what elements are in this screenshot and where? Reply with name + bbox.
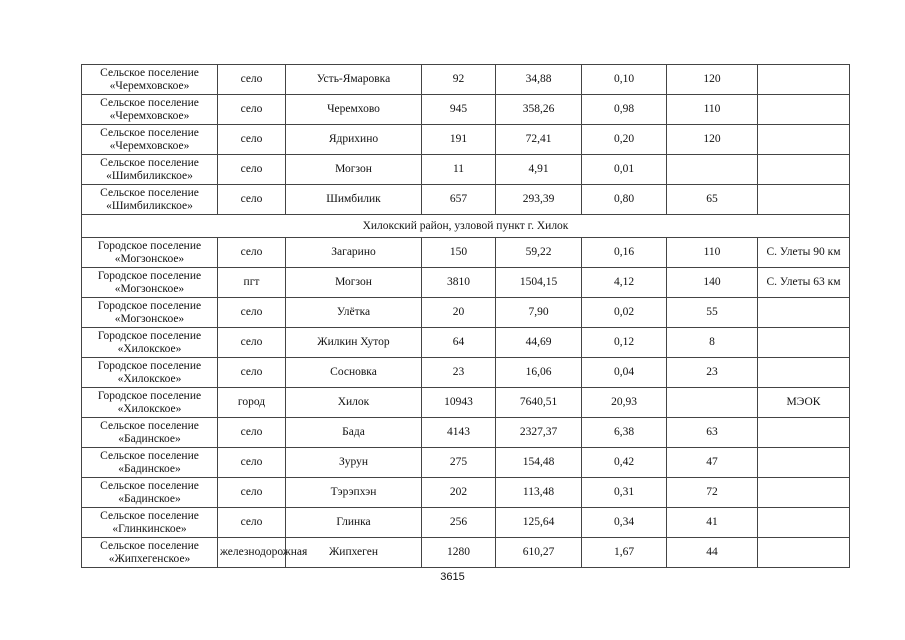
population-cell: 191 <box>422 125 496 155</box>
value1-cell: 125,64 <box>496 508 582 538</box>
value3-cell <box>667 388 758 418</box>
value1-cell: 72,41 <box>496 125 582 155</box>
name-cell: Зурун <box>286 448 422 478</box>
table-row <box>82 328 850 358</box>
note-cell <box>758 448 850 478</box>
note-cell: С. Улеты 90 км <box>758 238 850 268</box>
value1-cell: 34,88 <box>496 65 582 95</box>
name-cell: Загарино <box>286 238 422 268</box>
value3-cell: 55 <box>667 298 758 328</box>
settlement-cell: Сельское поселение «Жипхегенское» <box>82 538 218 568</box>
note-cell <box>758 298 850 328</box>
value1-cell: 7640,51 <box>496 388 582 418</box>
value2-cell: 0,04 <box>582 358 667 388</box>
note-cell <box>758 125 850 155</box>
note-cell <box>758 538 850 568</box>
value1-cell: 16,06 <box>496 358 582 388</box>
settlement-cell: Сельское поселение «Бадинское» <box>82 418 218 448</box>
value2-cell: 20,93 <box>582 388 667 418</box>
type-cell: село <box>218 358 286 388</box>
table-row <box>82 238 850 268</box>
population-cell: 945 <box>422 95 496 125</box>
table-row <box>82 448 850 478</box>
value1-cell: 1504,15 <box>496 268 582 298</box>
table-row <box>82 478 850 508</box>
name-cell: Черемхово <box>286 95 422 125</box>
value2-cell: 6,38 <box>582 418 667 448</box>
population-cell: 23 <box>422 358 496 388</box>
table-row <box>82 185 850 215</box>
population-cell: 202 <box>422 478 496 508</box>
type-cell: село <box>218 155 286 185</box>
value3-cell: 23 <box>667 358 758 388</box>
value3-cell: 120 <box>667 65 758 95</box>
population-cell: 1280 <box>422 538 496 568</box>
value1-cell: 154,48 <box>496 448 582 478</box>
value3-cell: 63 <box>667 418 758 448</box>
value2-cell: 0,02 <box>582 298 667 328</box>
settlement-cell: Сельское поселение «Черемховское» <box>82 95 218 125</box>
value2-cell: 0,12 <box>582 328 667 358</box>
population-cell: 4143 <box>422 418 496 448</box>
name-cell: Могзон <box>286 268 422 298</box>
settlement-cell: Сельское поселение «Шимбиликское» <box>82 155 218 185</box>
settlement-cell: Сельское поселение «Черемховское» <box>82 65 218 95</box>
table-row <box>82 65 850 95</box>
value3-cell: 47 <box>667 448 758 478</box>
settlement-cell: Сельское поселение «Черемховское» <box>82 125 218 155</box>
type-cell: село <box>218 298 286 328</box>
section-title: Хилокский район, узловой пункт г. Хилок <box>82 215 850 238</box>
value3-cell <box>667 155 758 185</box>
type-cell: пгт <box>218 268 286 298</box>
note-cell: МЭОК <box>758 388 850 418</box>
note-cell <box>758 508 850 538</box>
note-cell <box>758 155 850 185</box>
value2-cell: 0,98 <box>582 95 667 125</box>
section-row <box>82 215 850 238</box>
name-cell: Усть-Ямаровка <box>286 65 422 95</box>
value3-cell: 8 <box>667 328 758 358</box>
name-cell: Тэрэпхэн <box>286 478 422 508</box>
population-cell: 20 <box>422 298 496 328</box>
settlement-cell: Сельское поселение «Шимбиликское» <box>82 185 218 215</box>
type-cell: село <box>218 185 286 215</box>
settlement-cell: Городское поселение «Хилокское» <box>82 388 218 418</box>
value3-cell: 110 <box>667 238 758 268</box>
type-cell: село <box>218 95 286 125</box>
table-row <box>82 388 850 418</box>
name-cell: Могзон <box>286 155 422 185</box>
note-cell <box>758 418 850 448</box>
settlement-cell: Городское поселение «Могзонское» <box>82 268 218 298</box>
population-cell: 256 <box>422 508 496 538</box>
name-cell: Бада <box>286 418 422 448</box>
population-cell: 64 <box>422 328 496 358</box>
note-cell: С. Улеты 63 км <box>758 268 850 298</box>
name-cell: Жипхеген <box>286 538 422 568</box>
settlement-cell: Сельское поселение «Бадинское» <box>82 478 218 508</box>
population-cell: 11 <box>422 155 496 185</box>
value3-cell: 120 <box>667 125 758 155</box>
value1-cell: 113,48 <box>496 478 582 508</box>
settlements-table <box>81 64 850 568</box>
type-cell: село <box>218 478 286 508</box>
table-row <box>82 268 850 298</box>
name-cell: Глинка <box>286 508 422 538</box>
value3-cell: 140 <box>667 268 758 298</box>
type-cell: село <box>218 65 286 95</box>
name-cell: Жилкин Хутор <box>286 328 422 358</box>
settlement-cell: Городское поселение «Могзонское» <box>82 298 218 328</box>
name-cell: Шимбилик <box>286 185 422 215</box>
value2-cell: 0,10 <box>582 65 667 95</box>
table-body <box>82 65 850 568</box>
table-row <box>82 508 850 538</box>
population-cell: 3810 <box>422 268 496 298</box>
page-number: 3615 <box>440 571 465 583</box>
note-cell <box>758 95 850 125</box>
value2-cell: 4,12 <box>582 268 667 298</box>
value3-cell: 110 <box>667 95 758 125</box>
settlement-cell: Городское поселение «Хилокское» <box>82 328 218 358</box>
value1-cell: 610,27 <box>496 538 582 568</box>
table-row <box>82 95 850 125</box>
type-cell: село <box>218 125 286 155</box>
table-row <box>82 418 850 448</box>
type-cell: село <box>218 508 286 538</box>
value2-cell: 0,16 <box>582 238 667 268</box>
note-cell <box>758 478 850 508</box>
population-cell: 10943 <box>422 388 496 418</box>
value1-cell: 293,39 <box>496 185 582 215</box>
value2-cell: 0,80 <box>582 185 667 215</box>
type-cell: село <box>218 418 286 448</box>
table-row <box>82 538 850 568</box>
value2-cell: 0,34 <box>582 508 667 538</box>
value2-cell: 0,31 <box>582 478 667 508</box>
type-cell: село <box>218 328 286 358</box>
population-cell: 657 <box>422 185 496 215</box>
note-cell <box>758 358 850 388</box>
note-cell <box>758 185 850 215</box>
type-cell: село <box>218 448 286 478</box>
type-cell: село <box>218 238 286 268</box>
settlement-cell: Сельское поселение «Бадинское» <box>82 448 218 478</box>
type-cell: железнодорожная <box>218 538 286 568</box>
value2-cell: 1,67 <box>582 538 667 568</box>
table-row <box>82 125 850 155</box>
type-cell: город <box>218 388 286 418</box>
value2-cell: 0,42 <box>582 448 667 478</box>
population-cell: 150 <box>422 238 496 268</box>
value1-cell: 44,69 <box>496 328 582 358</box>
value3-cell: 72 <box>667 478 758 508</box>
value1-cell: 59,22 <box>496 238 582 268</box>
table-row <box>82 298 850 328</box>
value1-cell: 4,91 <box>496 155 582 185</box>
table-row <box>82 358 850 388</box>
value3-cell: 41 <box>667 508 758 538</box>
population-cell: 275 <box>422 448 496 478</box>
value1-cell: 2327,37 <box>496 418 582 448</box>
name-cell: Сосновка <box>286 358 422 388</box>
settlement-cell: Городское поселение «Хилокское» <box>82 358 218 388</box>
value1-cell: 358,26 <box>496 95 582 125</box>
table-row <box>82 155 850 185</box>
value2-cell: 0,01 <box>582 155 667 185</box>
name-cell: Улётка <box>286 298 422 328</box>
note-cell <box>758 65 850 95</box>
note-cell <box>758 328 850 358</box>
value2-cell: 0,20 <box>582 125 667 155</box>
value3-cell: 65 <box>667 185 758 215</box>
value3-cell: 44 <box>667 538 758 568</box>
value1-cell: 7,90 <box>496 298 582 328</box>
name-cell: Ядрихино <box>286 125 422 155</box>
population-cell: 92 <box>422 65 496 95</box>
name-cell: Хилок <box>286 388 422 418</box>
settlement-cell: Сельское поселение «Глинкинское» <box>82 508 218 538</box>
settlement-cell: Городское поселение «Могзонское» <box>82 238 218 268</box>
